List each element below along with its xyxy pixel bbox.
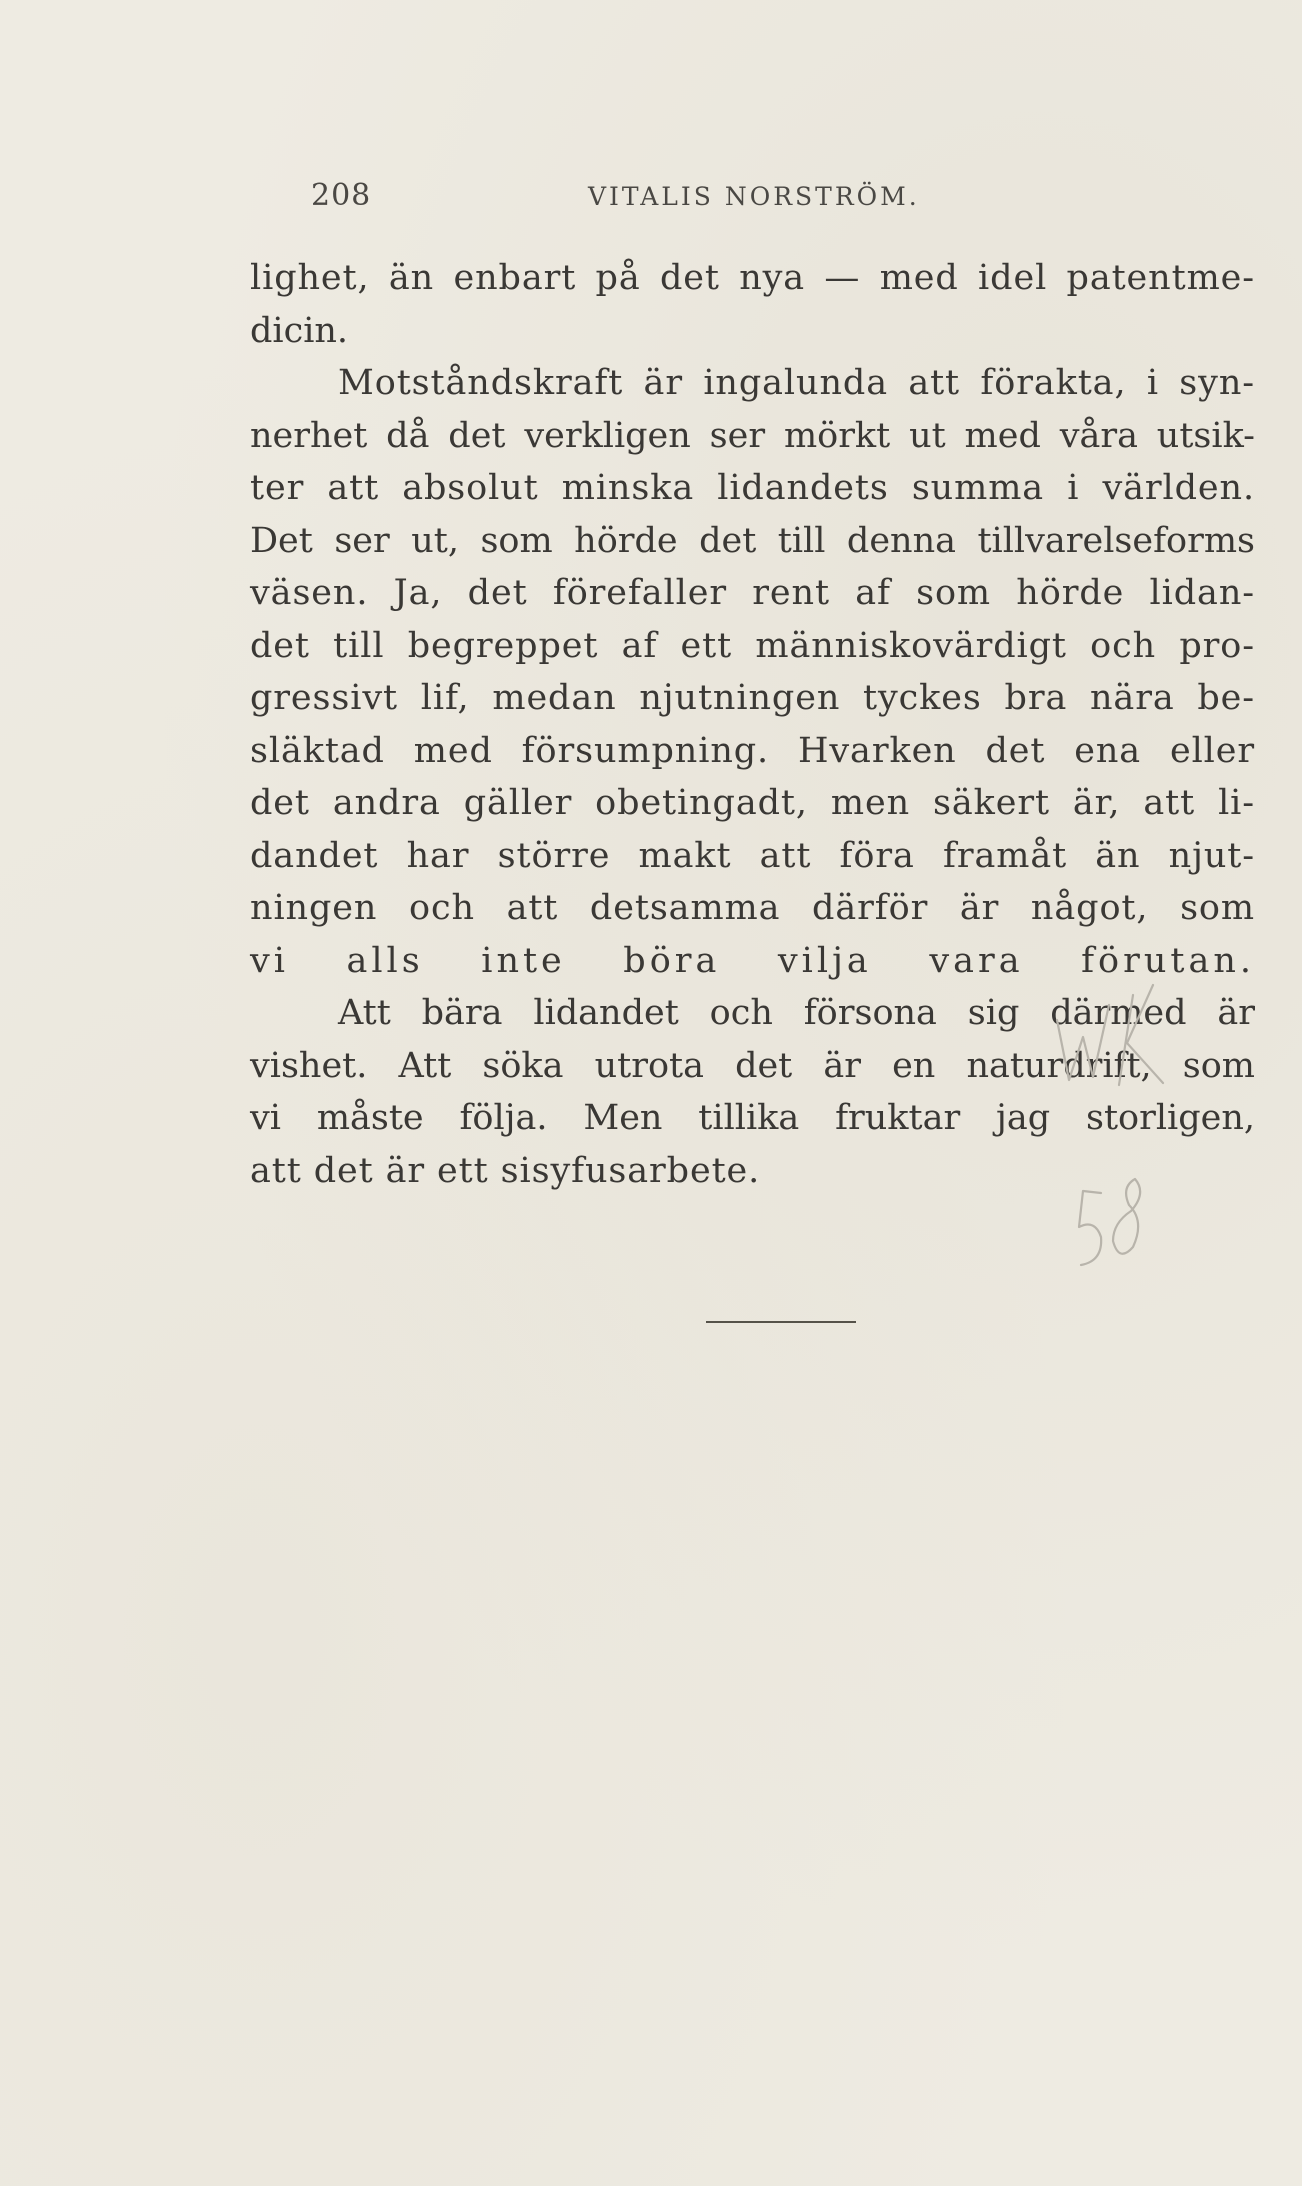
- text-line: det till begreppet af ett människovärdigt och pro-: [250, 625, 1255, 666]
- text-line: vishet. Att söka utrota det är en naturdrift, som: [250, 1045, 1255, 1086]
- text-line: ningen och att detsamma därför är något, som: [250, 888, 1255, 928]
- text-line: lighet, än enbart på det nya — med idel patentme-: [250, 258, 1255, 298]
- text-line: Det ser ut, som hörde det till denna tillvarelseforms: [250, 520, 1255, 561]
- text-line: att det är ett sisyfusarbete.: [250, 1150, 761, 1191]
- page-number: 208: [311, 178, 372, 213]
- text-line: ter att absolut minska lidandets summa i världen.: [250, 468, 1255, 508]
- pencil-marginalia: [1035, 965, 1235, 1425]
- text-line: Motståndskraft är ingalunda att förakta, i syn-: [338, 363, 1255, 403]
- text-line: gressivt lif, medan njutningen tyckes bra nära be-: [250, 678, 1255, 718]
- text-line: släktad med försumpning. Hvarken det ena eller: [250, 730, 1255, 771]
- running-title: VITALIS NORSTRÖM.: [588, 182, 920, 211]
- text-line: vi måste följa. Men tillika fruktar jag storligen,: [250, 1098, 1255, 1138]
- end-rule: [706, 1321, 856, 1323]
- text-line: väsen. Ja, det förefaller rent af som hörde lidan-: [250, 573, 1255, 613]
- text-line: dicin.: [250, 310, 349, 351]
- text-line: dandet har större makt att föra framåt än njut-: [250, 835, 1255, 876]
- text-line: Att bära lidandet och försona sig därmed är: [338, 993, 1255, 1033]
- running-head: [0, 178, 1302, 228]
- text-line: vi alls inte böra vilja vara förutan.: [250, 940, 1255, 981]
- text-line: nerhet då det verkligen ser mörkt ut med våra utsik-: [250, 415, 1255, 456]
- text-line: det andra gäller obetingadt, men säkert är, att li-: [250, 783, 1255, 823]
